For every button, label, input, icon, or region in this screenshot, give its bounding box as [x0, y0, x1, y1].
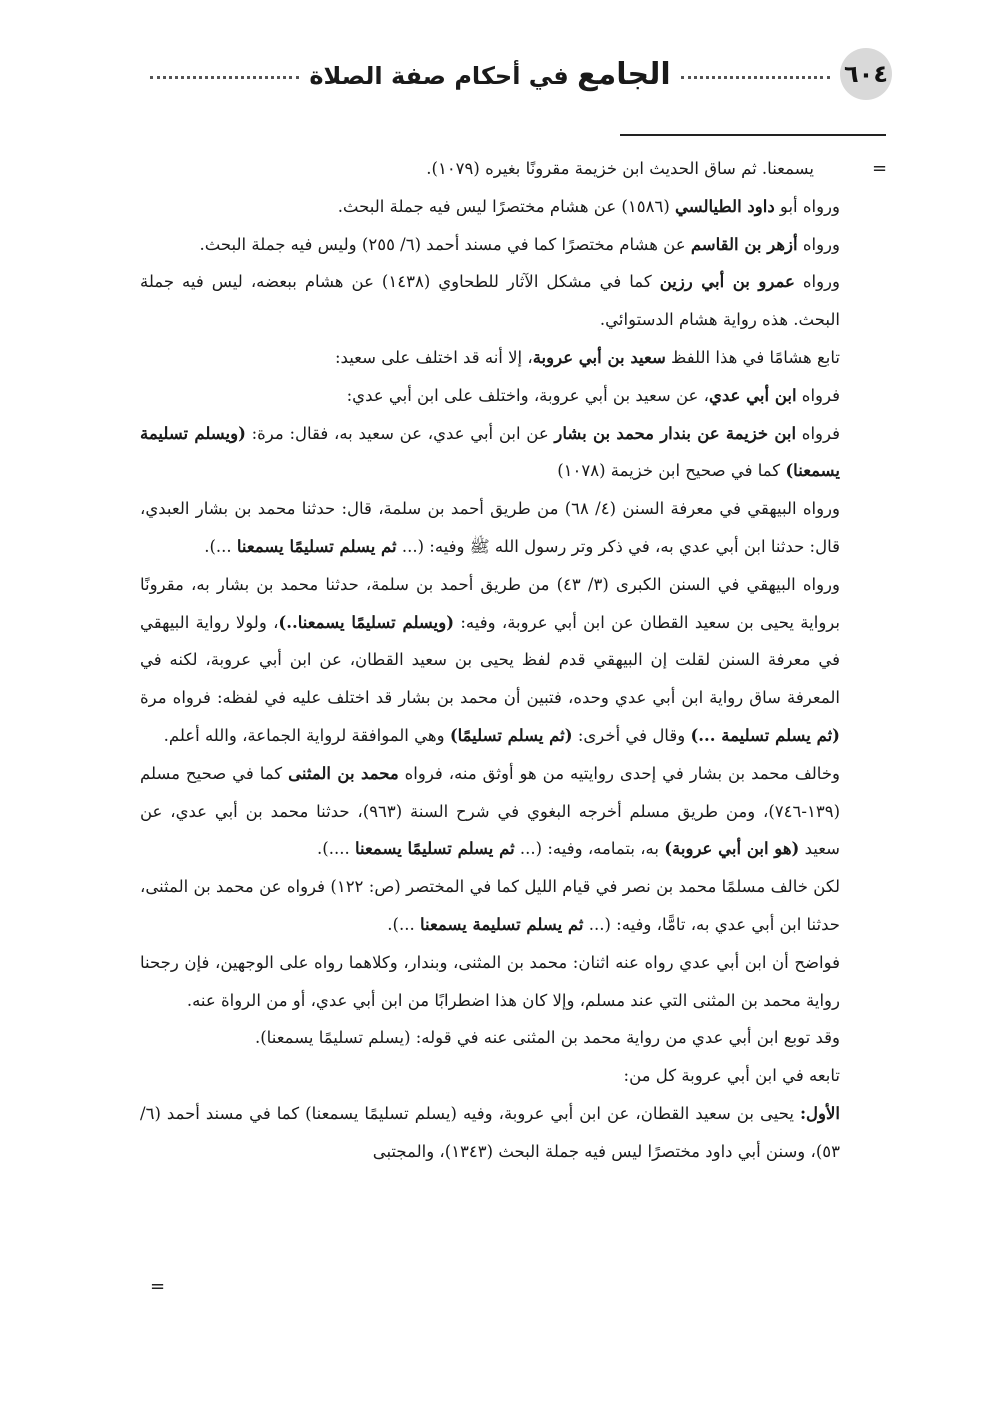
text-run: ...).: [204, 536, 237, 556]
bold-text-run: (ثم يسلم تسليمة ...): [690, 725, 840, 745]
header-dotted-leader-right: [150, 76, 299, 79]
bold-text-run: ابن خزيمة عن بندار محمد بن بشار: [554, 423, 797, 443]
text-paragraph: [140, 944, 840, 1020]
text-paragraph: [140, 1019, 840, 1057]
text-run: كما في مشكل الآثار للطحاوي (١٤٣٨) عن هشام ببعضه، ليس فيه جملة البحث. هذه رواية هشام الدستوائي.: [140, 272, 840, 330]
text-run: ...).: [387, 914, 420, 934]
text-run: ....).: [317, 839, 355, 859]
bold-text-run: ابن أبي عدي: [708, 385, 797, 405]
text-run: يسمعنا. ثم ساق الحديث ابن خزيمة مقرونًا بغيره (١٠٧٩).: [426, 159, 814, 178]
page-number-badge: ٦٠٤: [840, 48, 892, 100]
bold-text-run: ثم يسلم تسليمة يسمعنا: [419, 914, 584, 934]
continuation-mark-bottom: =: [150, 1276, 166, 1297]
bold-text-run: (هو ابن أبي عروبة): [664, 839, 800, 859]
text-paragraph: [140, 226, 840, 264]
text-run: ورواه البيهقي في معرفة السنن (٤/ ٦٨) من طريق أحمد بن سلمة، قال: حدثنا محمد بن بشار العبدي، قال: حدثنا ابن أبي عدي به، في ذكر وتر رسول الله ﷺ وفيه: (...: [140, 499, 840, 556]
text-run: ، إلا أنه قد اختلف على سعيد:: [334, 347, 533, 367]
continuation-mark-top: =: [872, 158, 888, 179]
text-run: ، عن سعيد بن أبي عروبة، واختلف على ابن أبي عدي:: [346, 385, 709, 405]
text-run: تابعه في ابن أبي عروبة كل من:: [623, 1066, 840, 1086]
text-run: فواضح أن ابن أبي عدي رواه عنه اثنان: محمد بن المثنى، وبندار، وكلاهما رواه على الوجهين، فإن رجحنا رواية محمد بن المثنى التي عند مسلم، وإلا كان هذا اضطرابًا من ابن أبي عدي، أو من الرواة عنه.: [140, 952, 840, 1010]
running-title-rest: في أحكام صفة الصلاة: [309, 61, 569, 90]
text-paragraph: [140, 150, 840, 188]
text-run: وقال في أخرى:: [572, 725, 691, 745]
text-run: لكن خالف مسلمًا محمد بن نصر في قيام الليل كما في المختصر (ص: ١٢٢) فرواه عن محمد بن المثنى، حدثنا ابن أبي عدي به، تامًّا، وفيه: (...: [140, 877, 840, 934]
text-paragraph: [140, 1095, 840, 1171]
bold-text-run: الأول:: [799, 1103, 840, 1123]
bold-text-run: (ويسلم تسليمًا يسمعنا..): [278, 612, 455, 632]
text-run: (١٥٨٦) عن هشام مختصرًا ليس فيه جملة البحث.: [337, 196, 676, 216]
page-header: [140, 48, 892, 100]
text-run: فرواه: [796, 423, 840, 443]
text-run: كما في صحيح ابن خزيمة (١٠٧٨): [557, 461, 786, 481]
header-dotted-leader-left: [681, 76, 830, 79]
text-paragraph: [140, 566, 840, 755]
text-run: يحيى بن سعيد القطان، عن ابن أبي عروبة، وفيه (يسلم تسليمًا يسمعنا) كما في مسند أحمد (٦/ ٥٣)، وسنن أبي داود مختصرًا ليس فيه جملة البحث (١٣٤٣)، والمجتبى: [140, 1103, 840, 1161]
bold-text-run: ثم يسلم تسليمًا يسمعنا: [354, 839, 515, 859]
text-run: وخالف محمد بن بشار في إحدى روايتيه من هو أوثق منه، فرواه: [398, 763, 840, 783]
footnote-body: [140, 150, 840, 1171]
text-run: ورواه: [797, 234, 840, 254]
text-run: عن ابن أبي عدي، عن سعيد به، فقال: مرة:: [245, 423, 555, 443]
bold-text-run: ثم يسلم تسليمًا يسمعنا: [236, 536, 397, 556]
text-paragraph: [140, 755, 840, 868]
text-run: فرواه: [796, 385, 840, 405]
bold-text-run: سعيد بن أبي عروبة: [532, 347, 666, 367]
bold-text-run: محمد بن المثنى: [288, 763, 399, 783]
text-run: عن هشام مختصرًا كما في مسند أحمد (٦/ ٢٥٥) وليس فيه جملة البحث.: [199, 234, 691, 254]
bold-text-run: أزهر بن القاسم: [690, 234, 798, 254]
running-title: [309, 57, 670, 92]
footnote-separator-rule: [620, 134, 886, 136]
text-paragraph: [140, 377, 840, 415]
bold-text-run: داود الطيالسي: [675, 196, 775, 216]
text-run: ورواه: [794, 272, 840, 292]
text-run: وهي الموافقة لرواية الجماعة، والله أعلم.: [163, 725, 450, 745]
text-paragraph: [140, 188, 840, 226]
text-run: تابع هشامًا في هذا اللفظ: [665, 347, 840, 367]
text-run: به، بتمامه، وفيه: (...: [514, 839, 665, 859]
text-run: كما في صحيح مسلم (١٣٩-٧٤٦)، ومن طريق مسلم أخرجه البغوي في شرح السنة (٩٦٣)، حدثنا محمد بن أبي عدي، عن سعيد: [140, 763, 840, 859]
bold-text-run: عمرو بن أبي رزين: [659, 272, 795, 292]
running-title-prefix: الجامع: [577, 56, 671, 92]
text-paragraph: [140, 339, 840, 377]
text-paragraph: [140, 415, 840, 491]
bold-text-run: (ويسلم تسليمة يسمعنا): [140, 423, 840, 481]
text-paragraph: [140, 490, 840, 566]
text-run: ، ولولا رواية البيهقي في معرفة السنن لقلت إن البيهقي قدم لفظ يحيى بن سعيد القطان، عن ابن أبي عروبة، لكنه في المعرفة ساق رواية ابن أبي عدي وحده، فتبين أن محمد بن بشار قد اختلف عليه في لفظه: فرواه مرة: [140, 612, 840, 708]
text-run: ورواه البيهقي في السنن الكبرى (٣/ ٤٣) من طريق أحمد بن سلمة، حدثنا محمد بن بشار به، مقرونًا برواية يحيى بن سعيد القطان عن ابن أبي عروبة، وفيه:: [140, 574, 840, 632]
text-run: ورواه أبو: [774, 196, 840, 216]
text-paragraph: [140, 868, 840, 944]
text-run: وقد توبع ابن أبي عدي من رواية محمد بن المثنى عنه في قوله: (يسلم تسليمًا يسمعنا).: [255, 1028, 840, 1048]
bold-text-run: (ثم يسلم تسليمًا): [449, 725, 573, 745]
text-paragraph: [140, 263, 840, 339]
text-paragraph: [140, 1057, 840, 1095]
